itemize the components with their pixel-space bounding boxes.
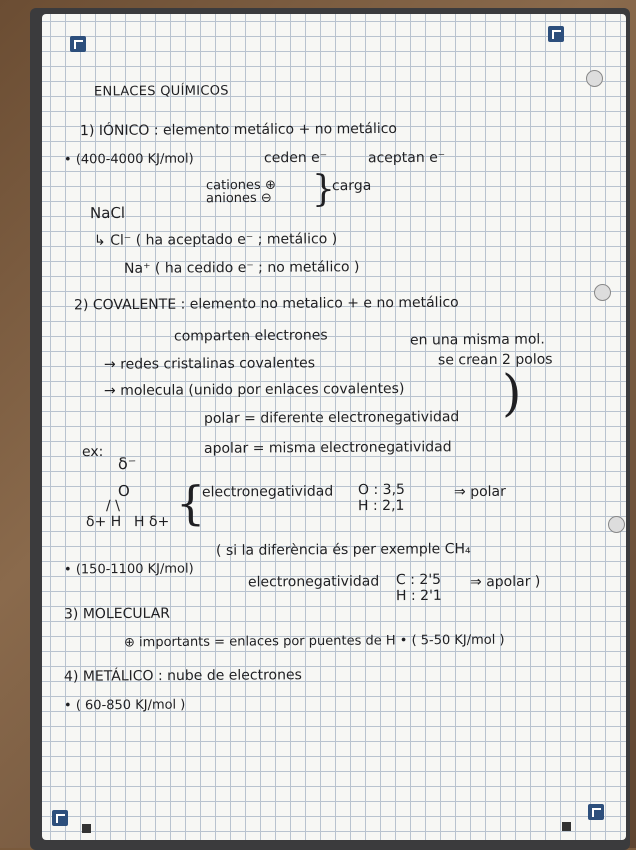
nacl-formula: NaCl	[89, 203, 126, 223]
bond-lines: / \	[105, 497, 120, 515]
example-ch4-text: ( si la diferència és per exemple CH₄	[215, 541, 471, 559]
apolar-conclusion: ⇒ apolar )	[469, 573, 541, 591]
hydrogen-value: H : 2,1	[357, 497, 405, 515]
curly-brace-icon: {	[176, 476, 206, 530]
binder-ring-icon	[608, 516, 625, 533]
bottom-right-corner-mark-icon	[588, 804, 604, 820]
electronegativity-label: electronegatividad	[201, 483, 334, 501]
example-label: ex:	[81, 443, 104, 461]
electronegativity-label-2: electronegatividad	[247, 573, 380, 591]
oxygen-atom: O	[117, 481, 130, 501]
bottom-left-square-icon	[82, 824, 91, 833]
top-left-corner-mark-icon	[70, 36, 86, 52]
cationes-text: cationes ⊕	[205, 177, 276, 194]
na-ion-line: Na⁺ ( ha cedido e⁻ ; no metálico )	[123, 259, 360, 277]
comparten-text: comparten electrones	[173, 327, 328, 345]
section-ionic-heading: 1) IÓNICO : elemento metálico + no metálico	[79, 120, 398, 140]
oxygen-value: O : 3,5	[357, 481, 405, 499]
bottom-right-square-icon	[562, 822, 571, 831]
section-metallic-heading: 4) METÁLICO : nube de electrones	[63, 667, 302, 685]
delta-minus-label: δ⁻	[117, 453, 137, 474]
molecular-line: ⊕ importants = enlaces por puentes de H • ( 5-50 KJ/mol )	[123, 632, 505, 651]
ionic-energy: • (400-4000 KJ/mol)	[63, 151, 194, 168]
covalent-energy: • (150-1100 KJ/mol)	[63, 561, 194, 578]
hydrogen-right: H δ+	[133, 513, 170, 531]
polos-text: se crean 2 polos	[437, 351, 553, 369]
binder-ring-icon	[586, 70, 603, 87]
closing-brace-icon: )	[502, 364, 522, 422]
curly-brace-icon: }	[312, 169, 335, 210]
polar-definition: polar = diferente electronegatividad	[203, 409, 460, 427]
metallic-energy: • ( 60-850 KJ/mol )	[63, 697, 186, 714]
carbon-value: C : 2'5	[395, 571, 442, 589]
hydrogen-value-2: H : 2'1	[395, 587, 442, 605]
top-right-corner-mark-icon	[548, 26, 564, 42]
cl-ion-line: ↳ Cl⁻ ( ha aceptado e⁻ ; metálico )	[93, 231, 338, 249]
misma-mol-text: en una misma mol.	[409, 331, 545, 349]
carga-text: carga	[331, 177, 372, 195]
binder-ring-icon	[594, 284, 611, 301]
ionic-cede-text: ceden e⁻	[263, 149, 328, 167]
section-molecular-heading: 3) MOLECULAR	[63, 605, 171, 623]
hydrogen-left: δ+ H	[85, 513, 122, 531]
redes-text: → redes cristalinas covalentes	[103, 355, 316, 373]
apolar-definition: apolar = misma electronegatividad	[203, 439, 452, 457]
section-covalent-heading: 2) COVALENTE : elemento no metalico + e no metálico	[73, 294, 459, 314]
ionic-acepta-text: aceptan e⁻	[367, 149, 446, 167]
bottom-left-corner-mark-icon	[52, 810, 68, 826]
page-title: ENLACES QUÍMICOS	[93, 83, 229, 100]
notebook-page	[42, 14, 626, 840]
polar-conclusion: ⇒ polar	[453, 483, 506, 501]
molecula-text: → molecula (unido por enlaces covalentes)	[103, 380, 405, 400]
aniones-text: aniones ⊖	[205, 190, 272, 207]
